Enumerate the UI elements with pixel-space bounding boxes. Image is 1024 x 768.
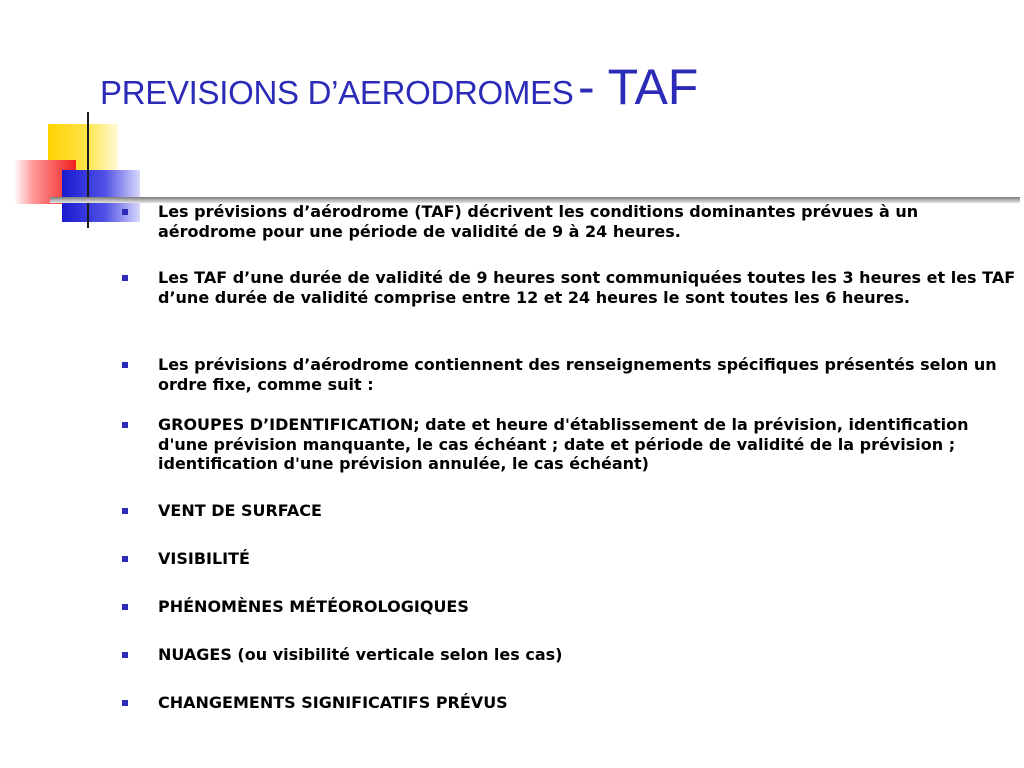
bullet-item [158, 415, 1018, 474]
square-bullet-icon [122, 556, 128, 562]
bullet-text: Les prévisions d’aérodrome contiennent des renseignements spécifiques présentés selon un ordre fixe, comme suit : [158, 355, 997, 394]
bullet-text: GROUPES D’IDENTIFICATION; date et heure d'établissement de la prévision, identification d'une prévision manquante, le cas échéant ; date et période de validité de la prévision ; identification d'une prévision annulée, le cas échéant) [158, 415, 969, 473]
bullet-text: CHANGEMENTS SIGNIFICATIFS PRÉVUS [158, 693, 508, 712]
square-bullet-icon [122, 209, 128, 215]
square-bullet-icon [122, 275, 128, 281]
title-text: PREVISIONS D’AERODROMES [100, 74, 574, 111]
bullet-item [158, 202, 1018, 241]
square-bullet-icon [122, 422, 128, 428]
square-bullet-icon [122, 508, 128, 514]
bullet-text: VENT DE SURFACE [158, 501, 322, 520]
bullet-item [158, 501, 1018, 521]
title-suffix: - TAF [577, 59, 699, 115]
square-bullet-icon [122, 604, 128, 610]
bullet-item [158, 645, 1018, 665]
bullet-item [158, 355, 1018, 394]
bullet-item [158, 268, 1018, 307]
bullet-text: Les TAF d’une durée de validité de 9 heures sont communiquées toutes les 3 heures et les TAF d’une durée de validité comprise entre 12 et 24 heures le sont toutes les 6 heures. [158, 268, 1016, 307]
slide-title [100, 58, 698, 116]
bullet-text: PHÉNOMÈNES MÉTÉOROLOGIQUES [158, 597, 469, 616]
square-bullet-icon [122, 652, 128, 658]
decor-blue-square [62, 170, 140, 222]
bullet-item [158, 693, 1018, 713]
bullet-text: NUAGES (ou visibilité verticale selon les cas) [158, 645, 563, 664]
decor-vertical-line [87, 112, 89, 228]
bullet-text: Les prévisions d’aérodrome (TAF) décrivent les conditions dominantes prévues à un aérodrome pour une période de validité de 9 à 24 heures. [158, 202, 919, 241]
bullet-text: VISIBILITÉ [158, 549, 250, 568]
square-bullet-icon [122, 700, 128, 706]
square-bullet-icon [122, 362, 128, 368]
bullet-item [158, 597, 1018, 617]
bullet-item [158, 549, 1018, 569]
